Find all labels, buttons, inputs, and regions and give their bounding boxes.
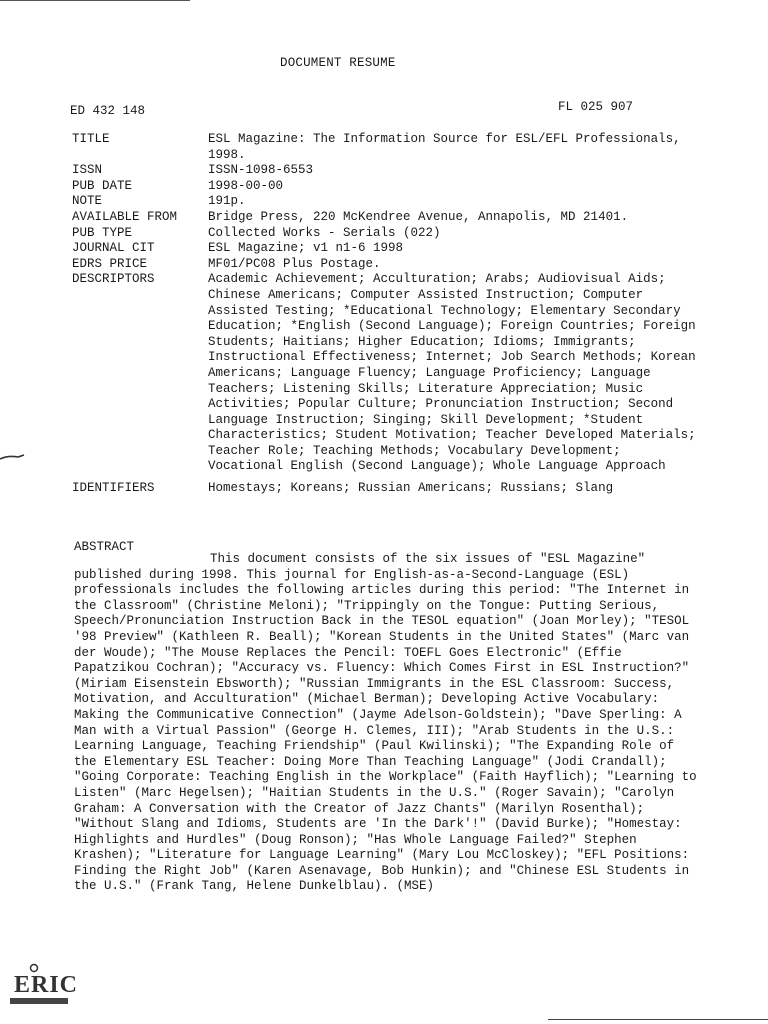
field-pub-date xyxy=(72,179,712,195)
field-value: Bridge Press, 220 McKendree Avenue, Annapolis, MD 21401. xyxy=(208,209,629,224)
field-label: JOURNAL CIT xyxy=(72,241,155,256)
field-value: ESL Magazine: The Information Source for ESL/EFL Professionals, 1998. xyxy=(208,132,681,162)
field-value: 191p. xyxy=(208,194,246,209)
field-available-from xyxy=(72,210,712,226)
metadata-fields xyxy=(72,132,712,497)
field-identifiers xyxy=(72,481,712,497)
field-value: Collected Works - Serials (022) xyxy=(208,225,441,240)
field-label: IDENTIFIERS xyxy=(72,481,155,496)
bottom-rule xyxy=(548,1019,768,1020)
margin-mark-icon xyxy=(0,452,26,464)
field-label: TITLE xyxy=(72,132,110,146)
field-label: PUB DATE xyxy=(72,178,133,193)
field-label: ISSN xyxy=(72,163,103,178)
field-value: 1998-00-00 xyxy=(208,178,284,193)
field-pub-type xyxy=(72,226,712,242)
eric-logo-text: ERIC xyxy=(14,972,79,998)
field-value: MF01/PC08 Plus Postage. xyxy=(208,256,381,271)
field-label: EDRS PRICE xyxy=(72,256,148,271)
field-value: Homestays; Koreans; Russian Americans; Russians; Slang xyxy=(208,481,614,496)
field-value: ISSN-1098-6553 xyxy=(208,163,314,178)
field-value: ESL Magazine; v1 n1-6 1998 xyxy=(208,241,404,256)
field-descriptors xyxy=(72,272,712,475)
document-title: DOCUMENT RESUME xyxy=(280,56,396,70)
field-note xyxy=(72,194,712,210)
field-value: Academic Achievement; Acculturation; Arabs; Audiovisual Aids; Chinese Americans; Computer Assisted Instruction; Computer Assisted Testing; *Educational Technology; Elementary Secondary Education; *English (Second Language); Foreign Countries; Foreign Students; Haitians; Higher Education; Idioms; Immigrants; Instructional Effectiveness; Internet; Job Search Methods; Korean Americans; Language Fluency; Language Proficiency; Language Teachers; Listening Skills; Literature Appreciation; Music Activities; Popular Culture; Pronunciation Instruction; Second Language Instruction; Singing; Skill Development; *Student Characteristics; Student Motivation; Teacher Developed Materials; Teacher Role; Teaching Methods; Vocabulary Development; Vocational English (Second Language); Whole Language Approach xyxy=(208,272,696,474)
abstract-text: This document consists of the six issues of "ESL Magazine" published during 1998. This journal for English-as-a-Second-Language (ESL) professionals includes the following articles during this period: "The Internet in the Classroom" (Christine Meloni); "Trippingly on the Tongue: Putting Serious, Speech/Pronunciation Instruction Back in the TESOL equation" (Joan Morley); "TESOL '98 Preview" (Kathleen R. Beall); "Korean Students in the United States" (Marc van der Woude); "The Mouse Replaces the Pencil: TOEFL Goes Electronic" (Effie Papatzikou Cochran); "Accuracy vs. Fluency: Which Comes First in ESL Instruction?" (Miriam Eisenstein Ebsworth); "Russian Immigrants in the ESL Classroom: Success, Motivation, and Acculturation" (Michael Berman); Developing Active Vocabulary: Making the Communicative Connection" (Jayme Adelson-Goldstein); "Dave Sperling: A Man with a Virtual Passion" (George H. Clemes, III); "Arab Students in the U.S.: Learning Language, Teaching Friendship" (Paul Kwilinski); "The Expanding Role of the Elementary ESL Teacher: Doing More Than Teaching Language" (Jodi Crandall); "Going Corporate: Teaching English in the Workplace" (Faith Hayflich); "Learning to Listen" (Marc Hegelsen); "Haitian Students in the U.S." (Roger Savain); "Carolyn Graham: A Conversation with the Creator of Jazz Chants" (Marilyn Rosenthal); "Without Slang and Idioms, Students are 'In the Dark'!" (David Burke); "Homestay: Highlights and Hurdles" (Doug Ronson); "Has Whole Language Failed?" Stephen Krashen); "Literature for Language Learning" (Mary Lou McCloskey); "EFL Positions: Finding the Right Job" (Karen Asenavage, Bob Hunkin); and "Chinese ESL Students in the U.S." (Frank Tang, Helene Dunkelblau). (MSE) xyxy=(74,552,697,894)
field-title xyxy=(72,132,712,163)
field-edrs-price xyxy=(72,257,712,273)
field-label: DESCRIPTORS xyxy=(72,272,155,287)
eric-logo-bar xyxy=(10,998,68,1004)
fl-number: FL 025 907 xyxy=(558,100,634,114)
field-label: PUB TYPE xyxy=(72,225,133,240)
field-label: AVAILABLE FROM xyxy=(72,209,178,224)
ed-number: ED 432 148 xyxy=(70,104,146,118)
field-issn xyxy=(72,163,712,179)
top-rule xyxy=(0,0,190,1)
field-journal-cit xyxy=(72,241,712,257)
abstract-label: ABSTRACT xyxy=(74,540,135,554)
field-label: NOTE xyxy=(72,194,103,209)
